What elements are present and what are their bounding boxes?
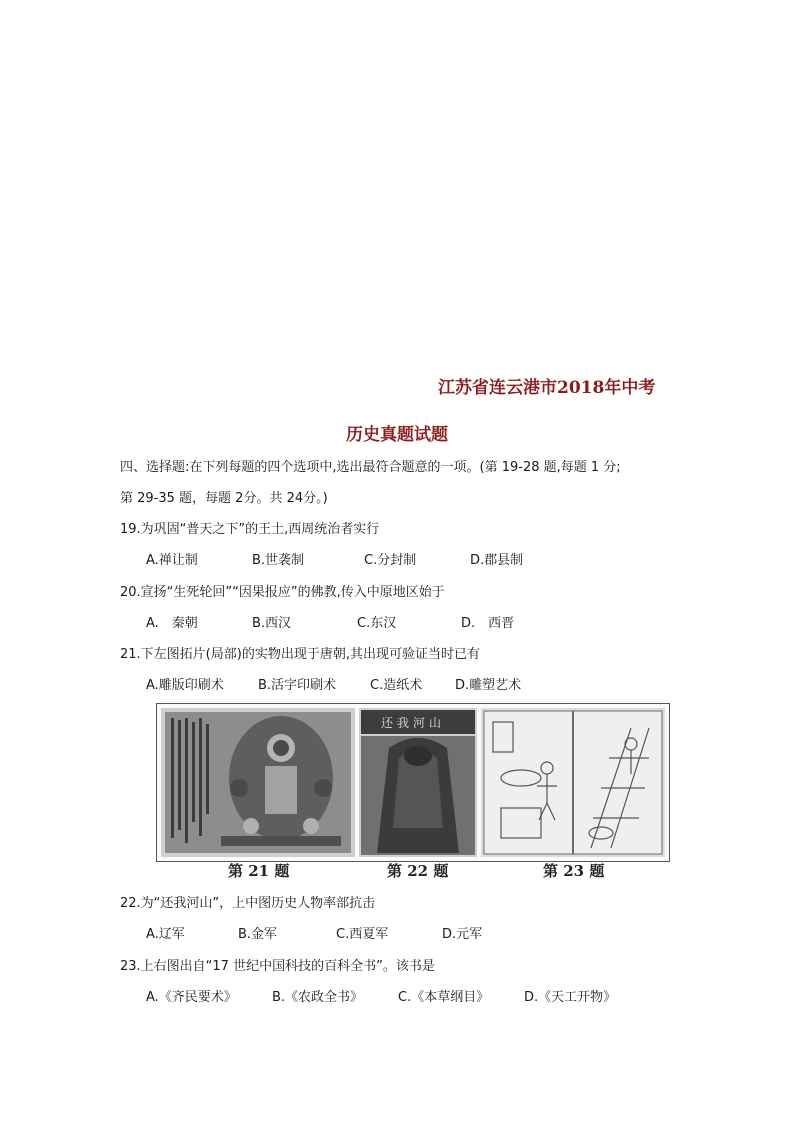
- section-instructions-2: 第 29-35 题，每题 2分。共 24分。): [120, 491, 328, 506]
- question-22-stem: 22.为“还我河山”，上中图历史人物率部抗击: [120, 896, 376, 911]
- question-20-option-c: C.东汉: [357, 616, 397, 631]
- exam-title: 江苏省连云港市2018年中考: [438, 378, 656, 398]
- tiangong-kaiwu-image: [481, 708, 665, 857]
- question-20-option-d: D. 西晋: [461, 616, 515, 631]
- figure-caption-22: 第 22 题: [387, 862, 449, 880]
- question-21-option-a: A.雕版印刷术: [146, 678, 224, 693]
- question-22-option-b: B.金军: [238, 927, 278, 942]
- figure-panel-book: [481, 708, 665, 857]
- figure-inscription: 还我河山: [381, 716, 446, 730]
- figure-caption-23: 第 23 题: [543, 862, 605, 880]
- question-19-option-b: B.世袭制: [252, 553, 305, 568]
- exam-figure: [156, 703, 670, 862]
- question-19-option-a: A.禅让制: [146, 553, 198, 568]
- question-19-option-d: D.郡县制: [470, 553, 524, 568]
- exam-subtitle: 历史真题试题: [346, 425, 448, 445]
- figure-panel-statue: [359, 708, 477, 857]
- question-21-option-b: B.活字印刷术: [258, 678, 337, 693]
- question-23-option-a: A.《齐民要术》: [146, 990, 237, 1005]
- question-20-option-b: B.西汉: [252, 616, 292, 631]
- question-21-stem: 21.下左图拓片(局部)的实物出现于唐朝,其出现可验证当时已有: [120, 647, 480, 662]
- buddhist-print-image: [161, 708, 355, 857]
- question-23-option-b: B.《农政全书》: [272, 990, 364, 1005]
- question-23-option-c: C.《本草纲目》: [398, 990, 490, 1005]
- figure-caption-21: 第 21 题: [228, 862, 290, 880]
- question-19-option-c: C.分封制: [364, 553, 417, 568]
- question-22-option-a: A.辽军: [146, 927, 185, 942]
- question-21-option-c: C.造纸术: [370, 678, 423, 693]
- question-20-option-a: A. 秦朝: [146, 616, 198, 631]
- question-23-option-d: D.《天工开物》: [524, 990, 617, 1005]
- question-21-option-d: D.雕塑艺术: [455, 678, 522, 693]
- question-23-stem: 23.上右图出自“17 世纪中国科技的百科全书”。该书是: [120, 959, 435, 974]
- question-22-option-c: C.西夏军: [336, 927, 389, 942]
- section-instructions-1: 四、选择题:在下列每题的四个选项中,选出最符合题意的一项。(第 19-28 题,每题 1 分;: [120, 460, 621, 475]
- question-20-stem: 20.宣扬“生死轮回”“因果报应”的佛教,传入中原地区始于: [120, 585, 445, 600]
- question-19-stem: 19.为巩固“普天之下”的王土,西周统治者实行: [120, 522, 380, 537]
- question-22-option-d: D.元军: [442, 927, 483, 942]
- figure-panel-rubbing: [161, 708, 355, 857]
